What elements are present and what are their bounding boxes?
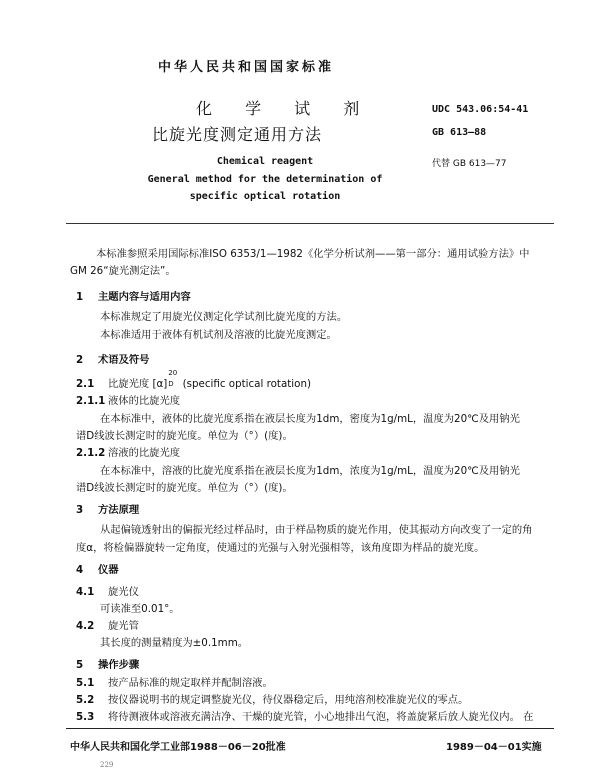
section-title: 方法原理 — [98, 504, 140, 516]
section-number: 1 — [76, 291, 84, 303]
gb-number: GB 613—88 — [432, 127, 487, 138]
subsection-number: 2.1.2 — [76, 447, 106, 459]
english-title-line-2: General method for the determination of — [147, 174, 383, 185]
intro-line-2: GM 26“旋光测定法”。 — [70, 265, 176, 277]
section-4-heading — [76, 561, 119, 576]
subsection-2-1-2-heading — [76, 444, 180, 459]
document-title: 化 学 试 剂 — [196, 99, 374, 118]
subsection-text: 按仪器说明书的规定调整旋光仪，待仪器稳定后，用纯溶剂校准旋光仪的零点。 — [108, 694, 469, 706]
subsection-2-1-2-line-2: 谱D线波长测定时的旋光度。单位为（°）(度)。 — [76, 482, 293, 494]
term-english: (specific optical rotation) — [182, 378, 312, 390]
intro-line-1: 本标准参照采用国际标准ISO 6353/1—1982《化学分析试剂——第一部分：通用试验方法》中 — [96, 248, 530, 260]
subsection-2-1-1-line-1: 在本标准中，液体的比旋光度系指在液层长度为1dm，密度为1g/mL，温度为20℃及用钠光 — [100, 413, 520, 425]
subsection-title: 溶液的比旋光度 — [108, 447, 181, 459]
subsection-number: 4.2 — [76, 620, 95, 632]
subsection-2-1-1-line-2: 谱D线波长测定时的旋光度。单位为（°）(度)。 — [76, 430, 293, 442]
effective-date: 1989－04－01实施 — [446, 742, 542, 753]
symbol-superscript: 20 — [168, 369, 178, 377]
symbol-indices — [167, 369, 179, 388]
subsection-number: 4.1 — [76, 586, 95, 598]
section-title: 主题内容与适用内容 — [98, 291, 191, 303]
english-title-line-3: specific optical rotation — [189, 191, 341, 202]
subsection-title: 旋光管 — [108, 620, 139, 632]
subsection-4-2-line: 其长度的测量精度为±0.1mm。 — [100, 637, 249, 649]
udc-code: UDC 543.06:54-41 — [432, 104, 529, 115]
subsection-title: 液体的比旋光度 — [108, 395, 181, 407]
section-1-heading — [76, 288, 191, 303]
subsection-5-2 — [76, 691, 468, 706]
subsection-5-3 — [76, 708, 533, 723]
section-2-heading — [76, 351, 149, 366]
national-standard-heading: 中华人民共和国国家标准 — [158, 60, 335, 75]
section-number: 4 — [76, 564, 84, 576]
subsection-4-2-heading — [76, 617, 139, 632]
footer-divider — [66, 728, 554, 729]
subsection-4-1-heading — [76, 583, 139, 598]
section-number: 5 — [76, 659, 84, 671]
subsection-number: 5.3 — [76, 711, 95, 723]
section-3-heading — [76, 501, 139, 516]
section-number: 3 — [76, 504, 84, 516]
english-title-line-1: Chemical reagent — [216, 156, 314, 167]
subsection-number: 5.2 — [76, 694, 95, 706]
section-title: 操作步骤 — [98, 659, 140, 671]
subsection-title: 旋光仪 — [108, 586, 139, 598]
replaces-standard: 代替 GB 613—77 — [432, 159, 507, 169]
subsection-2-1 — [76, 369, 312, 390]
subsection-text: 按产品标准的规定取样并配制溶液。 — [108, 677, 273, 689]
term-symbol: [α] — [152, 378, 168, 390]
section-3-line-1: 从起偏镜透射出的偏振光经过样品时，由于样品物质的旋光作用，使其振动方向改变了一定的角 — [100, 524, 533, 536]
document-subtitle: 比旋光度测定通用方法 — [152, 125, 323, 144]
subsection-2-1-2-line-1: 在本标准中，溶液的比旋光度系指在液层长度为1dm，浓度为1g/mL，温度为20℃及用钠光 — [100, 465, 520, 477]
subsection-4-1-line: 可读准至0.01°。 — [100, 603, 180, 615]
symbol-subscript: D — [168, 380, 174, 388]
header-divider — [66, 223, 554, 224]
section-3-line-2: 度α，将检偏器旋转一定角度，使通过的光强与入射光强相等，该角度即为样品的旋光度。 — [76, 542, 485, 554]
subsection-2-1-1-heading — [76, 392, 180, 407]
subsection-text: 将待测液体或溶液充满洁净、干燥的旋光管，小心地排出气泡，将盖旋紧后放人旋光仪内。 在 — [108, 711, 534, 723]
section-1-line-1: 本标准规定了用旋光仪测定化学试剂比旋光度的方法。 — [100, 311, 348, 323]
section-1-line-2: 本标准适用于液体有机试剂及溶液的比旋光度测定。 — [100, 329, 337, 341]
term-name: 比旋光度 — [108, 378, 150, 390]
section-title: 术语及符号 — [98, 354, 150, 366]
subsection-number: 2.1 — [76, 378, 95, 390]
section-title: 仪器 — [98, 564, 119, 576]
approval-info: 中华人民共和国化学工业部1988－06－20批准 — [70, 742, 286, 753]
subsection-number: 2.1.1 — [76, 395, 106, 407]
page-number: 229 — [100, 761, 114, 769]
subsection-5-1 — [76, 674, 273, 689]
section-number: 2 — [76, 354, 84, 366]
subsection-number: 5.1 — [76, 677, 95, 689]
section-5-heading — [76, 656, 139, 671]
